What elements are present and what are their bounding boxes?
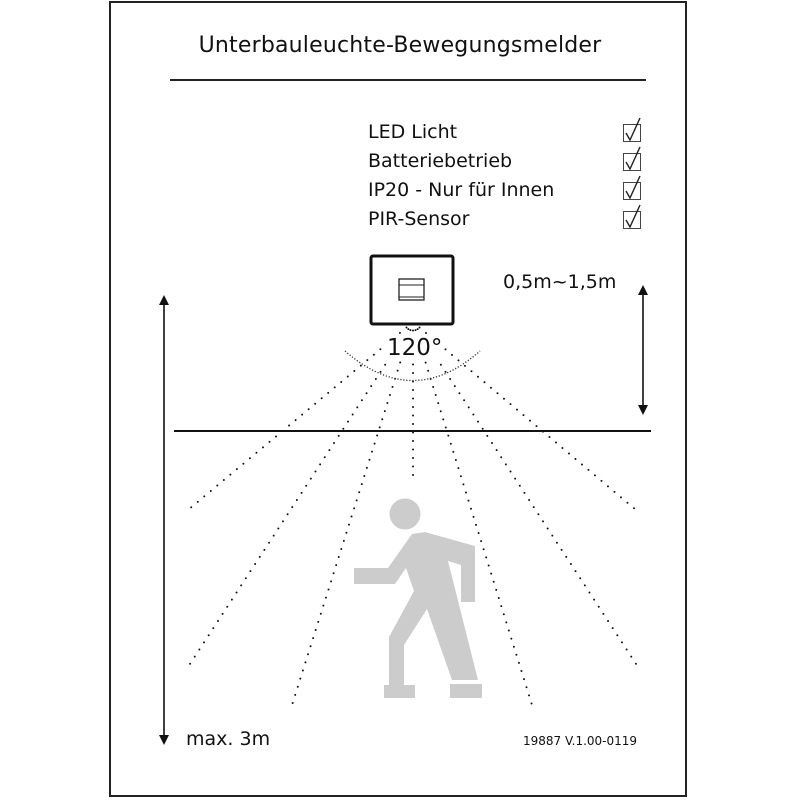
- page-title: Unterbauleuchte-Bewegungsmelder: [198, 33, 602, 58]
- detection-ray: [188, 322, 413, 510]
- feature-label: Batteriebetrieb: [368, 150, 513, 172]
- feature-label: IP20 - Nur für Innen: [368, 179, 555, 201]
- detection-angle-label: 120°: [387, 335, 443, 361]
- feature-label: LED Licht: [368, 121, 458, 143]
- detection-ray: [413, 322, 532, 705]
- feature-label: PIR-Sensor: [368, 208, 470, 230]
- max-range-label: max. 3m: [186, 728, 271, 750]
- detection-ray: [186, 322, 413, 670]
- walking-person-icon: [354, 499, 482, 699]
- sensor-lamp-icon: [371, 256, 453, 324]
- version-label: 19887 V.1.00-0119: [523, 734, 638, 748]
- detection-ray: [413, 322, 636, 510]
- mounting-height-label: 0,5m~1,5m: [503, 271, 617, 293]
